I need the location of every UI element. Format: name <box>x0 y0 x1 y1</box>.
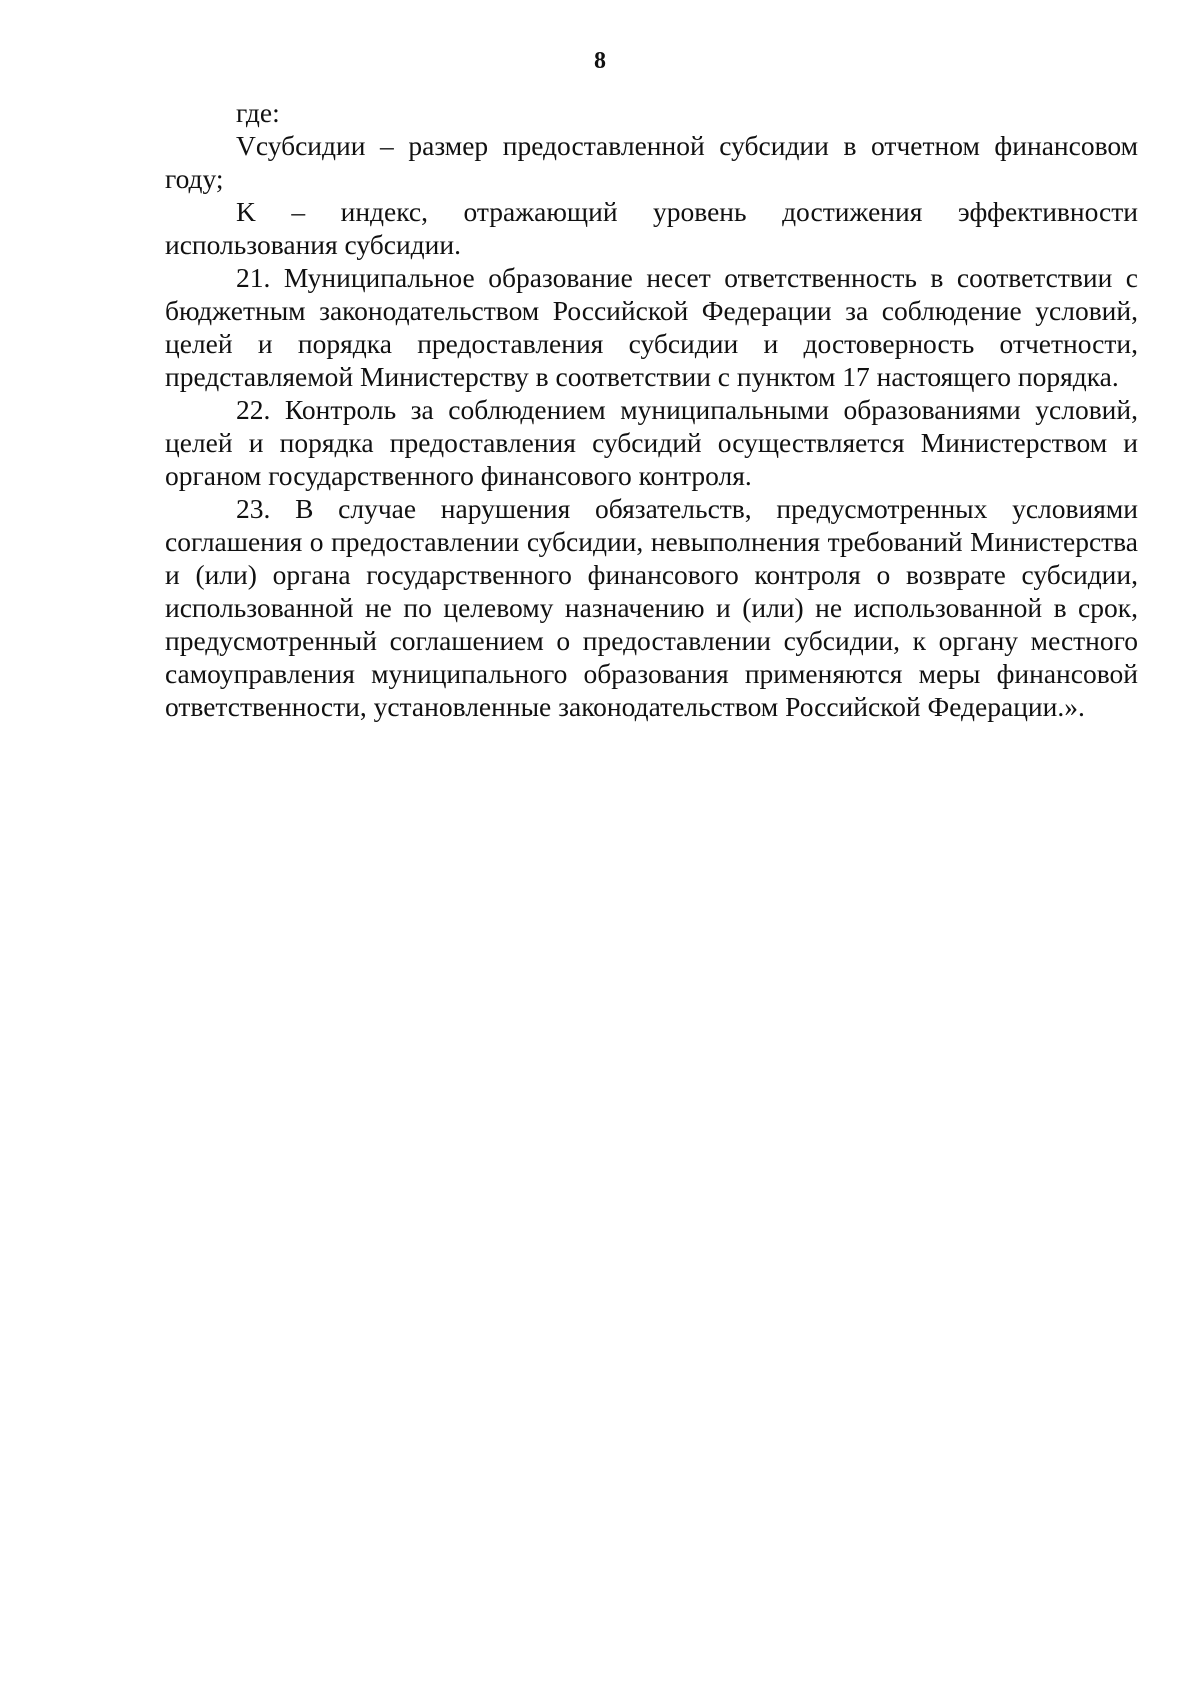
paragraph-v-subsidy-definition: Vсубсидии – размер предоставленной субсидии в отчетном финансовом году; <box>165 130 1138 194</box>
paragraph-where: где: <box>236 97 280 128</box>
paragraph-item-23: 23. В случае нарушения обязательств, предусмотренных условиями соглашения о предоставлении субсидии, невыполнения требований Министерства и (или) органа государственного финансового контроля о возврате субсидии, использованной не по целевому назначению и (или) не использованной в срок, предусмотренный соглашением о предоставлении субсидии, к органу местного самоуправления муниципального образования применяются меры финансовой ответственности, установленные законодательством Российской Федерации.». <box>165 493 1138 722</box>
document-body <box>165 96 1138 723</box>
paragraph-item-21: 21. Муниципальное образование несет ответственность в соответствии с бюджетным законодательством Российской Федерации за соблюдение условий, целей и порядка предоставления субсидии и достоверность отчетности, представляемой Министерству в соответствии с пунктом 17 настоящего порядка. <box>165 262 1138 392</box>
paragraph-k-index-definition: K – индекс, отражающий уровень достижения эффективности использования субсидии. <box>165 196 1138 260</box>
paragraph-item-22: 22. Контроль за соблюдением муниципальными образованиями условий, целей и порядка предоставления субсидий осуществляется Министерством и органом государственного финансового контроля. <box>165 394 1138 491</box>
page-number: 8 <box>594 48 606 74</box>
